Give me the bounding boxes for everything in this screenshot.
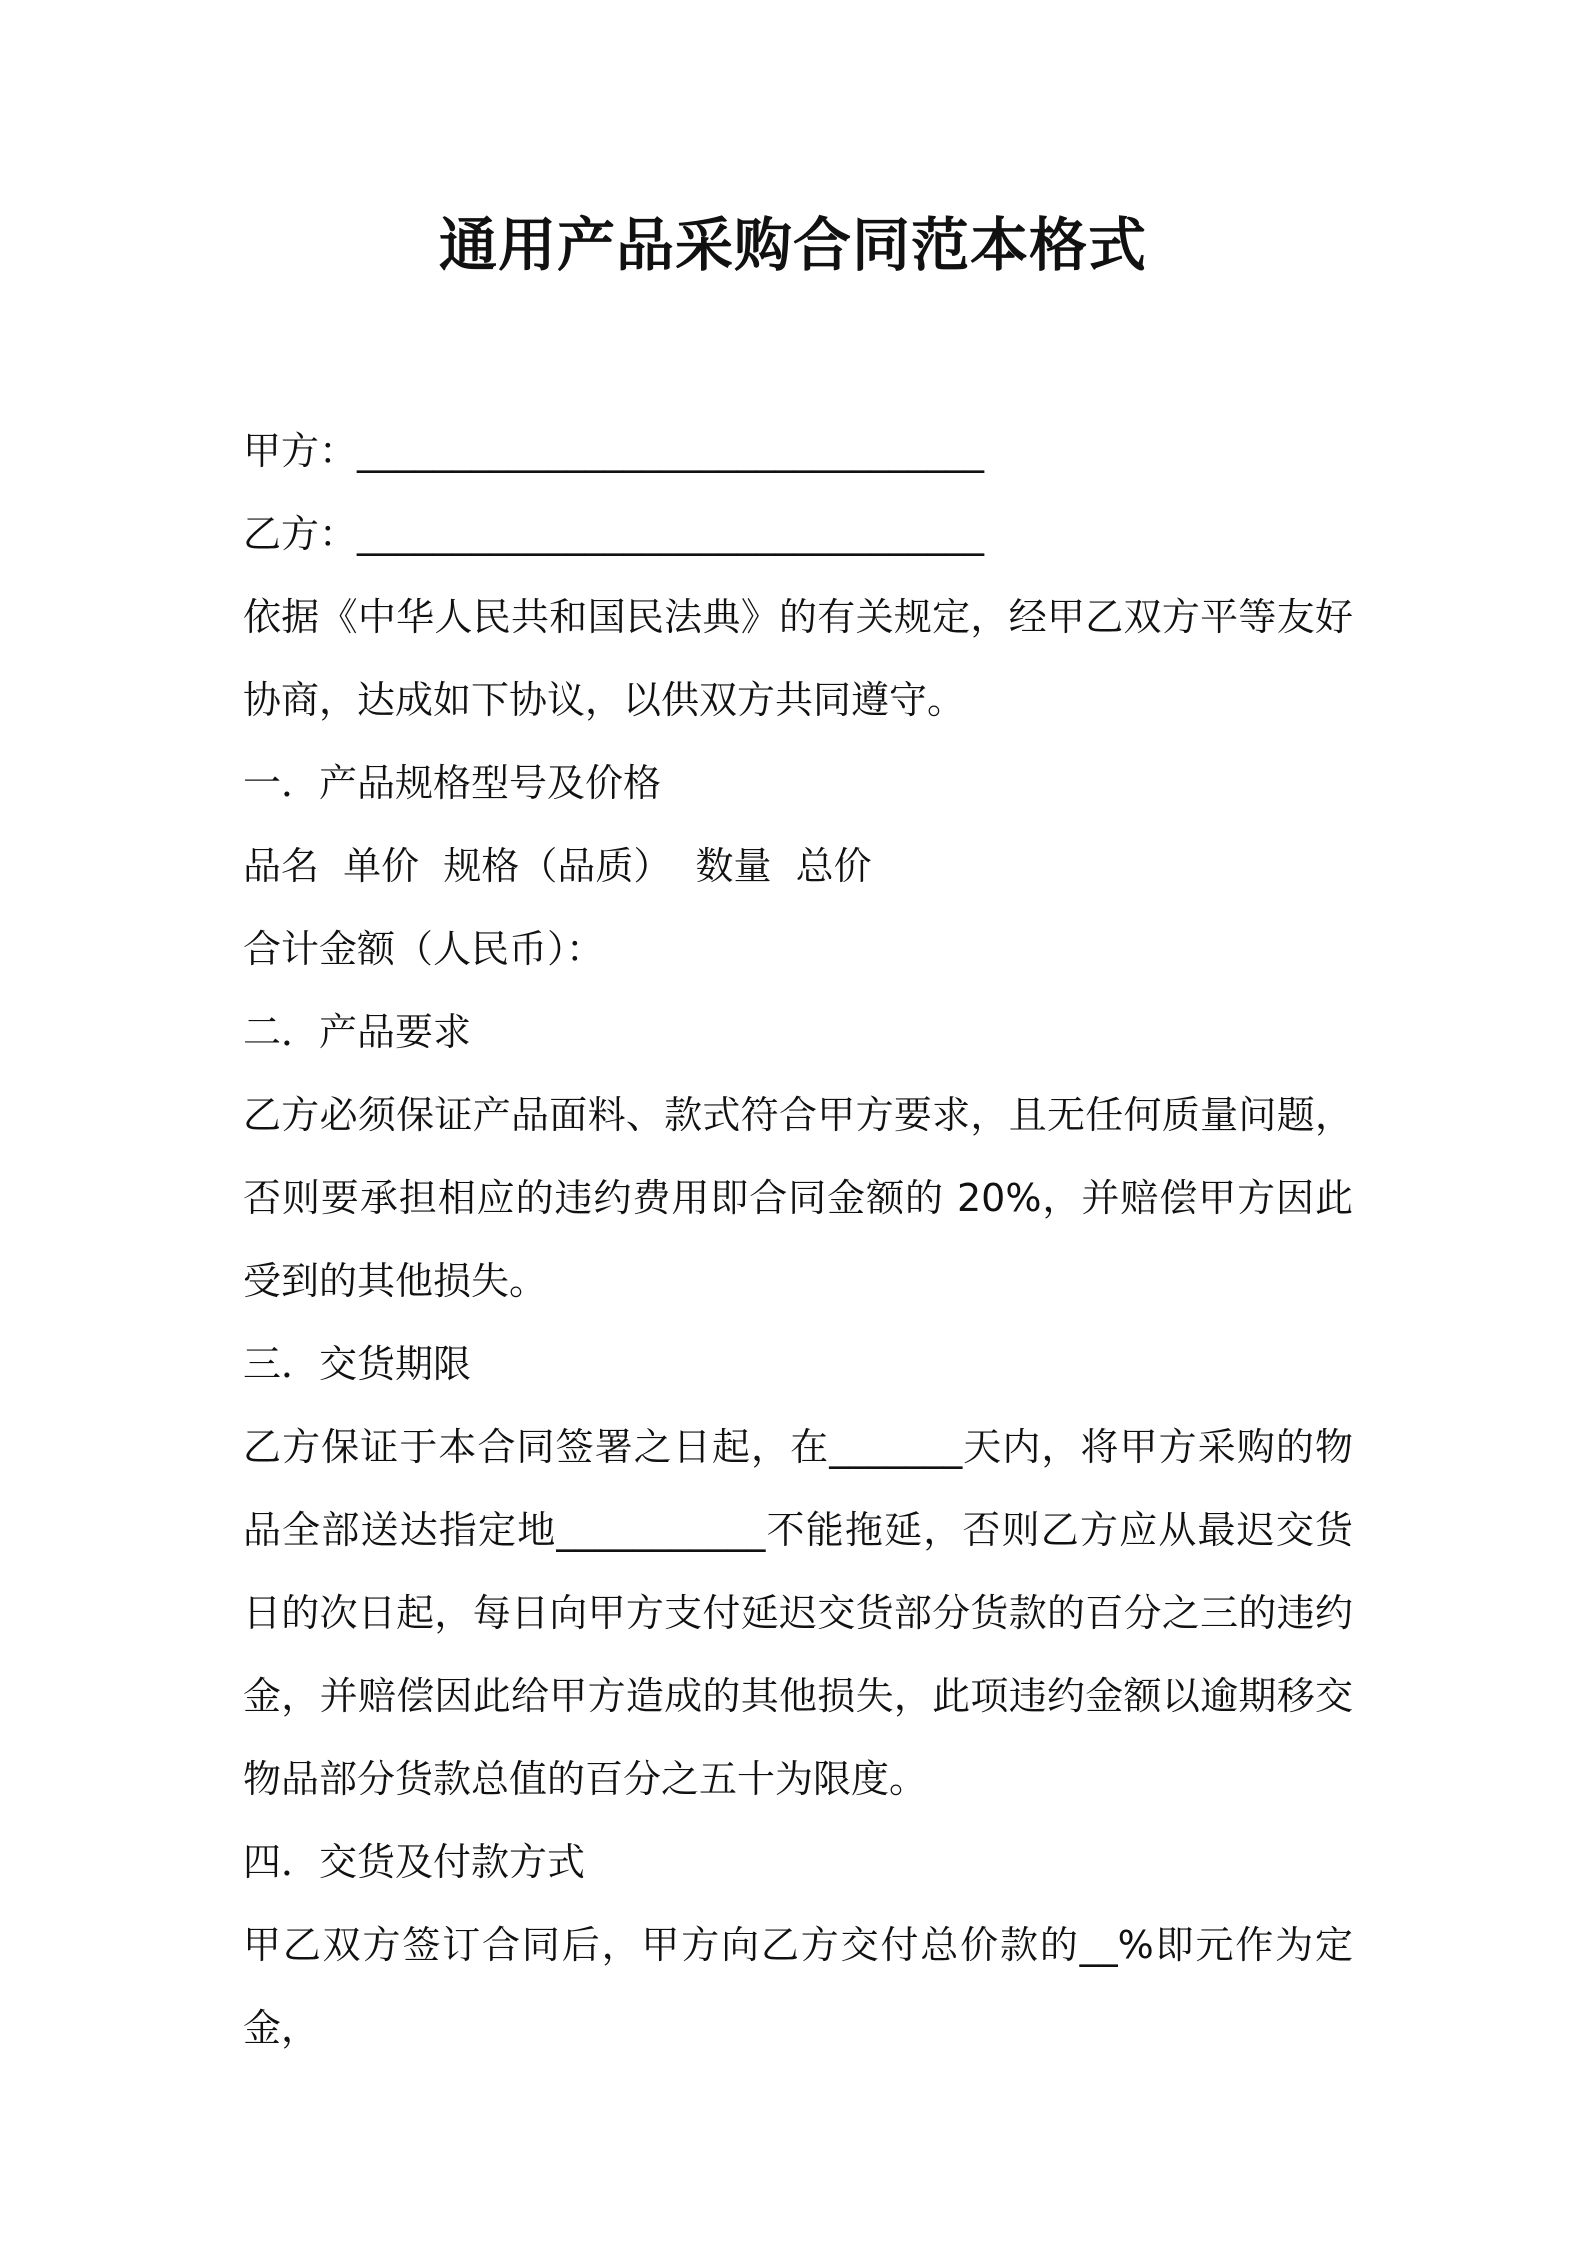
party-b-line: 乙方：_________________________________: [243, 512, 985, 556]
section3-heading: 三．交货期限: [243, 1342, 472, 1386]
section3-paragraph: 乙方保证于本合同签署之日起，在_______天内，将甲方采购的物品全部送达指定地___________不能拖延，否则乙方应从最迟交货日的次日起，每日向甲方支付延迟交货部分货款的百分之三的违约金，并赔偿因此给甲方造成的其他损失，此项违约金额以逾期移交物品部分货款总值的百分之五十为限度。: [243, 1425, 1353, 1801]
section2-heading: 二．产品要求: [243, 1010, 472, 1054]
document-body: [243, 410, 1353, 2070]
total-amount-line: 合计金额（人民币）：: [243, 927, 605, 971]
section4-heading: 四．交货及付款方式: [243, 1840, 586, 1884]
party-a-line: 甲方：_________________________________: [243, 429, 985, 473]
product-table-header: 品名 单价 规格（品质） 数量 总价: [243, 844, 872, 888]
section2-paragraph: 乙方必须保证产品面料、款式符合甲方要求，且无任何质量问题，否则要承担相应的违约费用即合同金额的 20%，并赔偿甲方因此受到的其他损失。: [243, 1093, 1353, 1303]
section4-paragraph: 甲乙双方签订合同后，甲方向乙方交付总价款的__%即元作为定金，: [243, 1923, 1353, 2050]
document-title: 通用产品采购合同范本格式: [438, 211, 1147, 279]
section1-heading: 一．产品规格型号及价格: [243, 761, 662, 805]
intro-paragraph: 依据《中华人民共和国民法典》的有关规定，经甲乙双方平等友好协商，达成如下协议，以供双方共同遵守。: [243, 595, 1353, 722]
